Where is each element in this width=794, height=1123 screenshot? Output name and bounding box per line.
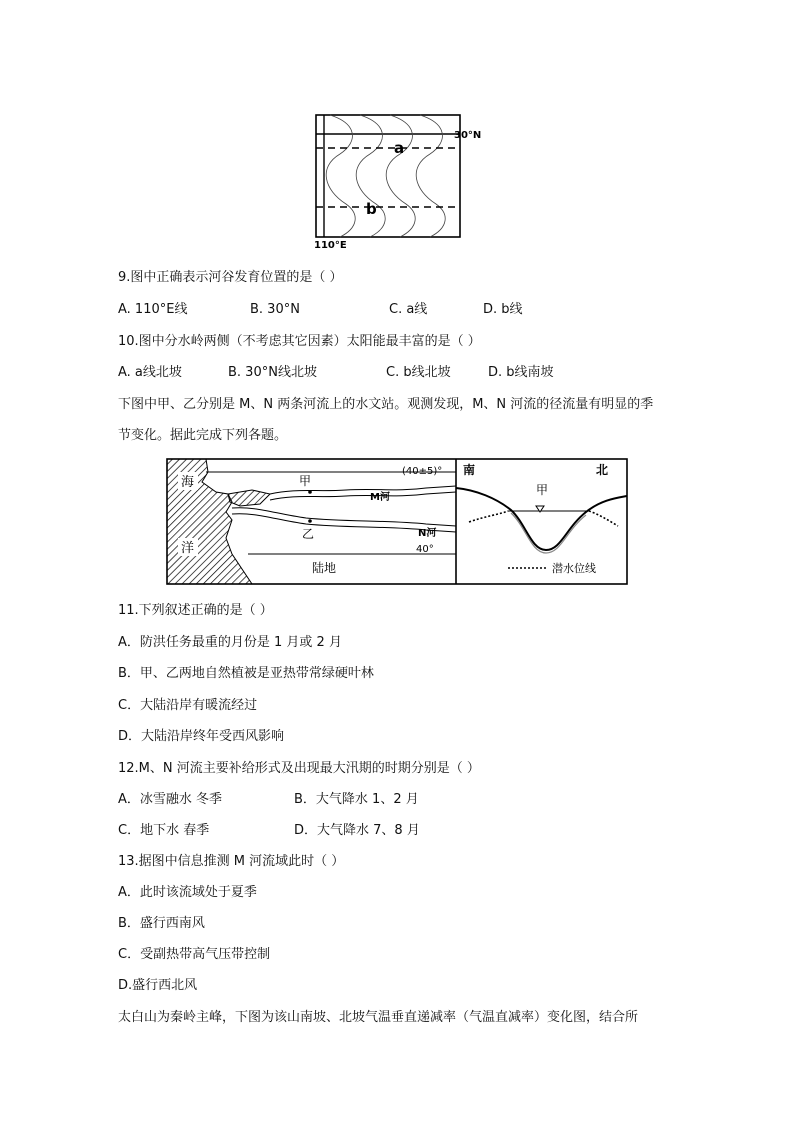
q9-stem: 9.图中正确表示河谷发育位置的是（ ） bbox=[118, 270, 343, 285]
valley-profile-shadow bbox=[511, 513, 586, 553]
intro-line-2: 节变化。据此完成下列各题。 bbox=[118, 428, 288, 443]
lat-30n-label: 30°N bbox=[454, 130, 482, 141]
q10-option-a: A. a线北坡 bbox=[118, 365, 182, 380]
q13-option-c: C．受副热带高气压带控制 bbox=[118, 947, 271, 962]
q10-option-c: C. b线北坡 bbox=[386, 365, 451, 380]
profile-station-label: 甲 bbox=[536, 483, 549, 497]
contour-map-figure bbox=[310, 112, 490, 252]
north-label: 北 bbox=[596, 463, 609, 477]
q11-option-d: D．大陆沿岸终年受西风影响 bbox=[118, 729, 285, 744]
sea-label: 海 bbox=[181, 475, 195, 490]
q10-option-b: B. 30°N线北坡 bbox=[228, 365, 317, 380]
q11-option-b: B．甲、乙两地自然植被是亚热带常绿硬叶林 bbox=[118, 666, 374, 681]
q13-option-a: A．此时该流域处于夏季 bbox=[118, 885, 257, 900]
lon-110e-label: 110°E bbox=[314, 240, 347, 251]
q11-stem: 11.下列叙述正确的是（ ） bbox=[118, 603, 273, 618]
q13-option-d: D.盛行西北风 bbox=[118, 978, 198, 993]
q9-option-b: B. 30°N bbox=[250, 302, 300, 317]
q13-option-b: B．盛行西南风 bbox=[118, 916, 205, 931]
station-yi-marker bbox=[308, 519, 312, 523]
q9-option-a: A. 110°E线 bbox=[118, 302, 188, 317]
water-table-legend: 潜水位线 bbox=[552, 562, 596, 575]
line-b-label: b bbox=[366, 200, 377, 218]
south-label: 南 bbox=[463, 463, 476, 477]
station-yi-label: 乙 bbox=[302, 527, 315, 541]
q10-option-d: D. b线南坡 bbox=[488, 365, 554, 380]
q10-stem: 10.图中分水岭两侧（不考虑其它因素）太阳能最丰富的是（ ） bbox=[118, 334, 481, 349]
intro-line-1: 下图中甲、乙分别是 M、N 两条河流上的水文站。观测发现，M、N 河流的径流量有明显的季 bbox=[118, 397, 654, 412]
q12-stem: 12.M、N 河流主要补给形式及出现最大汛期的时期分别是（ ） bbox=[118, 761, 480, 776]
river-n-label: N河 bbox=[418, 528, 437, 539]
valley-profile bbox=[456, 488, 627, 550]
water-table-line bbox=[469, 511, 618, 526]
q12-option-a: A．冰雪融水 冬季 bbox=[118, 792, 223, 807]
ocean-label: 洋 bbox=[181, 541, 195, 556]
q9-option-d: D. b线 bbox=[483, 302, 523, 317]
q9-option-c: C. a线 bbox=[389, 302, 428, 317]
parallel-40-label: 40° bbox=[416, 544, 434, 555]
river-m-label: M河 bbox=[370, 492, 390, 503]
estuary bbox=[228, 490, 270, 506]
station-jia-label: 甲 bbox=[299, 474, 312, 488]
q12-option-c: C．地下水 春季 bbox=[118, 823, 210, 838]
q11-option-c: C．大陆沿岸有暖流经过 bbox=[118, 698, 258, 713]
q11-option-a: A．防洪任务最重的月份是 1 月或 2 月 bbox=[118, 635, 342, 650]
land-label: 陆地 bbox=[312, 561, 337, 575]
q12-option-b: B．大气降水 1、2 月 bbox=[294, 792, 419, 807]
q12-option-d: D．大气降水 7、8 月 bbox=[294, 823, 420, 838]
river-m bbox=[270, 486, 456, 500]
outro-text: 太白山为秦岭主峰，下图为该山南坡、北坡气温垂直递减率（气温直减率）变化图，结合所 bbox=[118, 1010, 639, 1025]
station-jia-marker bbox=[308, 490, 312, 494]
parallel-top-label: (40±5)° bbox=[402, 466, 443, 477]
line-a-label: a bbox=[394, 139, 405, 157]
q13-stem: 13.据图中信息推测 M 河流域此时（ ） bbox=[118, 854, 345, 869]
river-map-figure bbox=[166, 458, 628, 586]
